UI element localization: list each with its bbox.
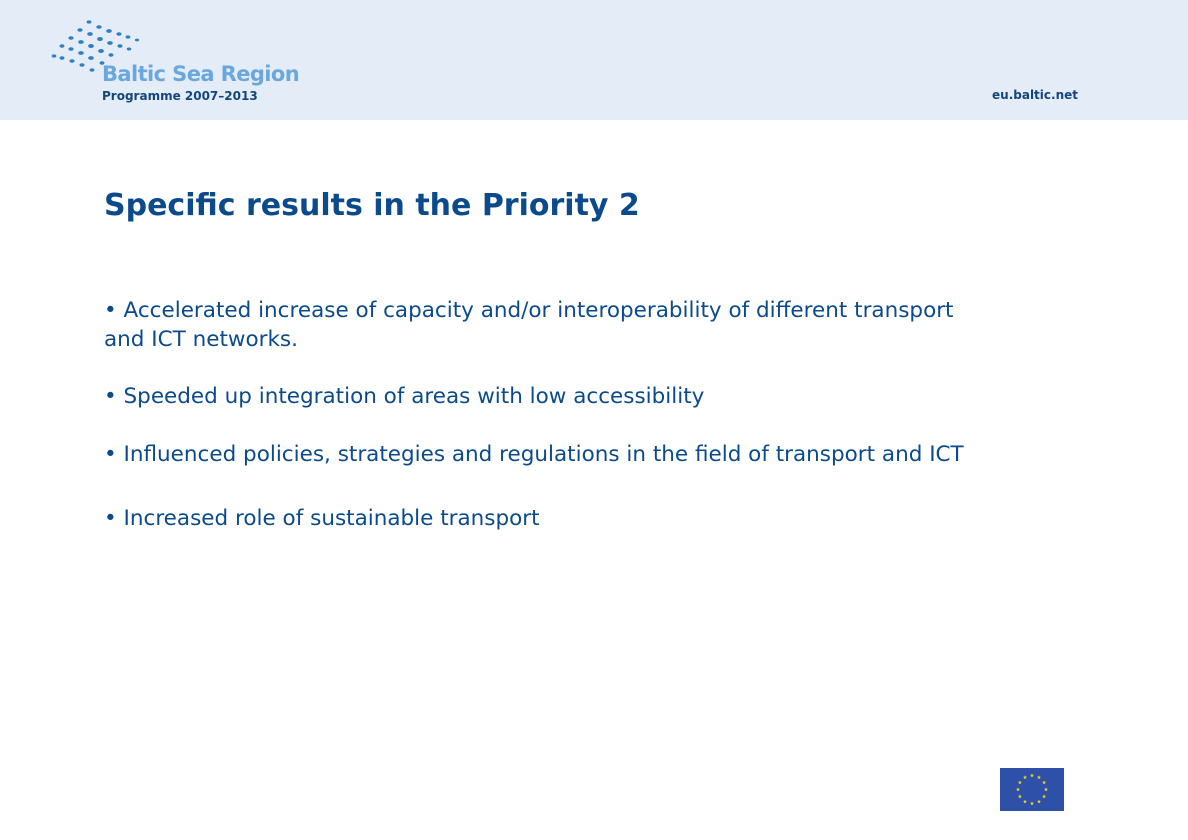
bullet-marker: • [104,442,117,467]
logo-programme-period: Programme 2007–2013 [102,89,258,103]
results-bullet-list [104,296,984,533]
bullet-text: Accelerated increase of capacity and/or interoperability of different transport and ICT networks. [104,298,954,352]
bullet-item [104,504,984,533]
website-url: eu.baltic.net [992,88,1078,102]
baltic-sea-region-logo [48,16,300,106]
logo-name: Baltic Sea Region [102,62,300,86]
bullet-marker: • [104,506,117,531]
bullet-text: Increased role of sustainable transport [123,506,540,531]
bullet-marker: • [104,298,117,323]
bullet-item [104,382,984,411]
bullet-marker: • [104,384,117,409]
eu-flag-icon [1000,768,1064,811]
bullet-item [104,296,984,354]
bullet-text: Influenced policies, strategies and regulations in the field of transport and ICT [123,442,964,467]
bullet-text: Speeded up integration of areas with low accessibility [123,384,705,409]
slide-title: Specific results in the Priority 2 [104,188,640,223]
bullet-item [104,440,984,469]
header-band [0,0,1188,120]
